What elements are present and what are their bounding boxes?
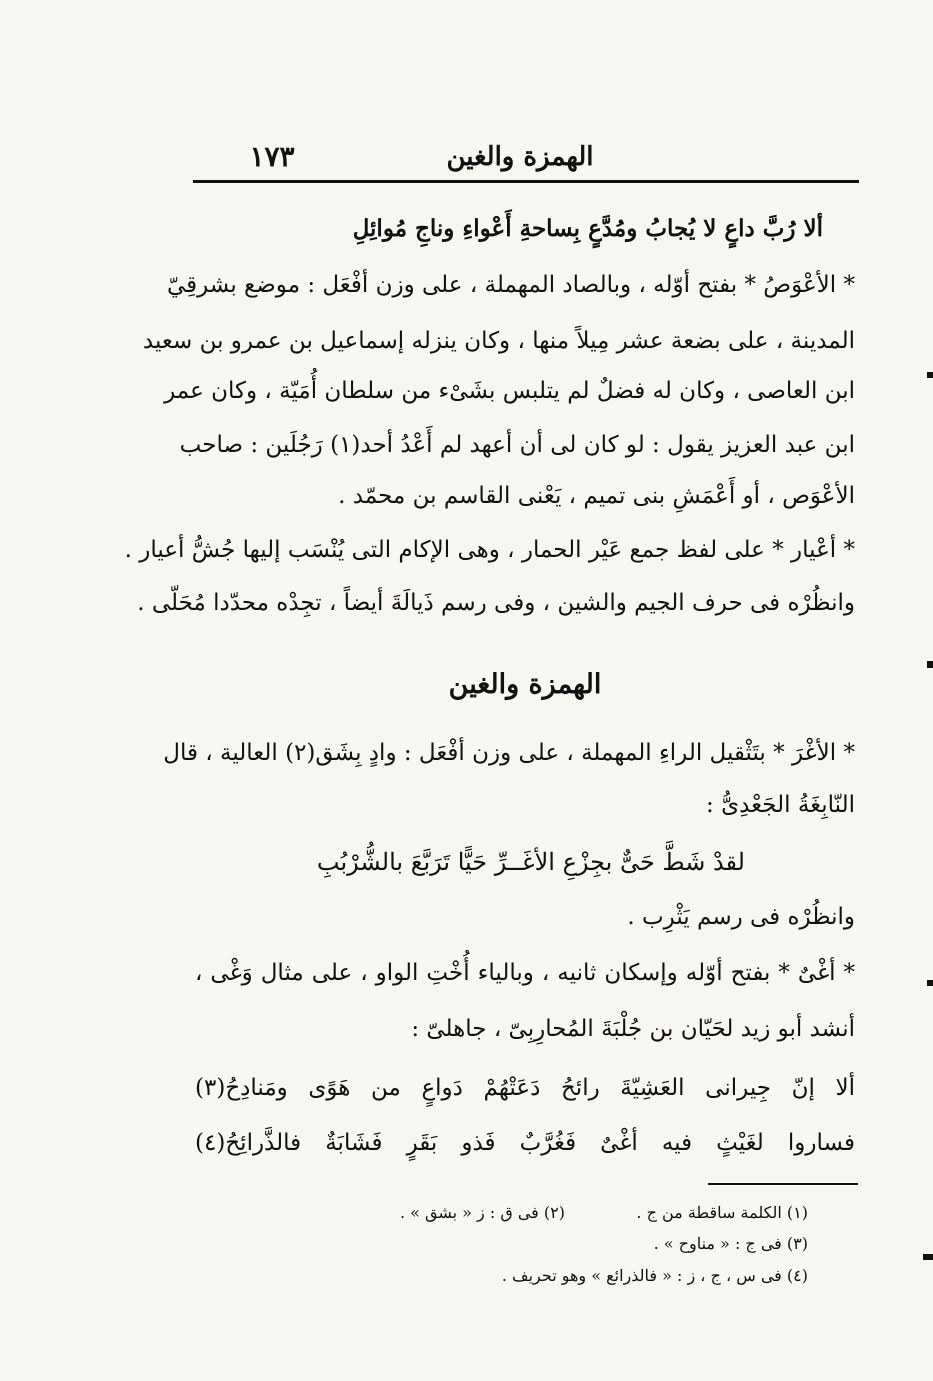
verse-line-1: ألا رُبَّ داعٍ لا يُجابُ ومُدَّعٍ بِساحةِ أَعْواءِ وناجِ مُوائِلِ <box>352 215 823 242</box>
body-line: ابن عبد العزيز يقول : لو كان لى أن أعهد لم أَعْدُ أحد(١) رَجُلَين : صاحب <box>179 432 855 458</box>
footnote-2: (٢) فى ق : ز « بشق » . <box>399 1203 565 1222</box>
footnote-1: (١) الكلمة ساقطة من ج . <box>636 1203 808 1222</box>
body-line: وانظُرْه فى رسم يَثْرِب . <box>627 904 855 930</box>
footnote-rule <box>708 1183 858 1185</box>
entry-a3yar-line: * أعْيار * على لفظ جمع عَيْر الحمار ، وهى الإكام التى يُنْسَب إليها جُشُّ أعيار . <box>124 537 855 563</box>
body-line: المدينة ، على بضعة عشر مِيلاً منها ، وكان ينزله إسماعيل بن عمرو بن سعيد <box>142 328 855 354</box>
edge-mark <box>927 980 933 986</box>
verse-line-4: فساروا لغَيْثٍ فيه أغْىٌ فَغُرَّبٌ فَذو بَقَرٍ فَشَابَةٌ فالذَّرائِحُ(٤) <box>195 1130 855 1156</box>
section-title: الهمزة والغين <box>448 669 602 700</box>
verse-line-3: ألا إنّ جِيرانى العَشِيّةَ رائحُ دَعَتْهُمْ دَواعٍ من هَوًى ومَنادِحُ(٣) <box>195 1075 855 1101</box>
edge-mark <box>923 1254 933 1260</box>
verse-line-2: لقدْ شَطَّ حَىٌّ بجِزْعِ الأغَــرِّ حَيًّا تَرَبَّعَ بالشُّرْبُبِ <box>316 848 745 876</box>
running-header-title: الهمزة والغين <box>446 142 594 172</box>
entry-aghy-line: * أغْىٌ * بفتح أوّله وإسكان ثانيه ، وبالياء أُخْتِ الواو ، على مثال وَغْى ، <box>195 960 855 986</box>
body-line: الأعْوَص ، أو أَعْمَشِ بنى تميم ، يَعْنى القاسم بن محمّد . <box>338 483 855 509</box>
body-line: وانظُرْه فى حرف الجيم والشين ، وفى رسم ذَيالَةَ أيضاً ، تجِدْه محدّدا مُحَلّى . <box>137 590 855 616</box>
header-rule <box>193 180 859 183</box>
body-line: ابن العاصى ، وكان له فضلٌ لم يتلبس بشَىْء من سلطان أُمَيّة ، وكان عمر <box>164 378 855 404</box>
body-line: أنشد أبو زيد لحَيّان بن جُلْبَةَ المُحارِبِىّ ، جاهلىّ : <box>411 1016 855 1042</box>
edge-mark <box>927 661 933 668</box>
footnote-4: (٤) فى س ، ج ، ز : « فالذرائع » وهو تحريف . <box>501 1266 808 1285</box>
entry-aghar-line: * الأغْرَ * بتَثْقيل الراءِ المهملة ، على وزن أفْعَل : وادٍ بِشَق(٢) العالية ، قال <box>163 740 855 766</box>
body-line: النّابِغَةُ الجَعْدِىُّ : <box>706 792 855 818</box>
footnote-3: (٣) فى ج : « مناوح » . <box>653 1234 808 1253</box>
page-number: ١٧٣ <box>249 140 295 173</box>
edge-mark <box>927 372 933 378</box>
entry-a3was-line-1: * الأعْوَصُ * بفتح أوّله ، وبالصاد المهملة ، على وزن أفْعَل : موضع بشرقِيّ <box>166 272 855 298</box>
